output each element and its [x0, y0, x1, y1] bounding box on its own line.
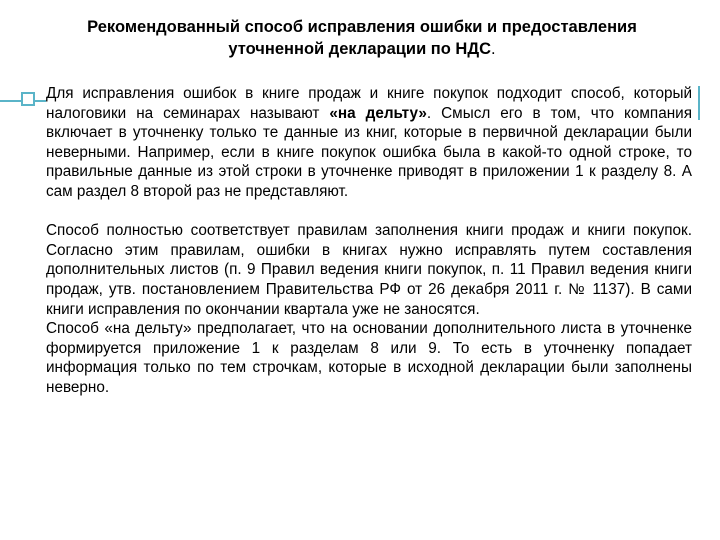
- title-line-2-text: уточненной декларации по НДС: [228, 40, 492, 58]
- paragraph-1-text-end: . Смысл его в том, что компания включает в уточненку только те данные из книг, которые в первичной декларации были неверными. Например, если в книге покупок ошибка была в какой-то одной строке, то правильные данные из этой строки в уточненке приводят в приложении 1 к разделу 8. А сам раздел 8 второй раз не представляют.: [46, 104, 692, 200]
- title-line-2: [40, 38, 684, 60]
- title-line-1: Рекомендованный способ исправления ошибки и предоставления: [87, 18, 637, 36]
- paragraph-1-bold-term: «на дельту»: [329, 104, 427, 122]
- decorative-accent-vertical-line: [698, 86, 700, 120]
- paragraph-1-text-start: Для исправления ошибок в книге продаж и книге покупок подходит способ, который налоговики на семинарах называют: [46, 85, 692, 122]
- slide-body: [46, 84, 692, 398]
- slide-title: [40, 16, 684, 60]
- paragraph-delta-details: Способ «на дельту» предполагает, что на основании дополнительного листа в уточненке формируется приложение 1 к разделам 8 или 9. То есть в уточненку попадает информация только по тем строчкам, которые в исходной декларации были заполнены неверно.: [46, 320, 692, 396]
- paragraph-delta-method: [46, 84, 692, 202]
- decorative-accent-square: [21, 92, 35, 106]
- paragraph-rules-compliance: Способ полностью соответствует правилам заполнения книги продаж и книги покупок. Согласно этим правилам, ошибки в книгах нужно исправлять путем составления дополнительных листов (п. 9 Правил ведения книги покупок, п. 11 Правил ведения книги продаж, утв. постановлением Правительства РФ от 26 декабря 2011 г. № 1137). В сами книги исправления по окончании квартала уже не заносятся.: [46, 222, 692, 318]
- title-period: .: [491, 40, 496, 58]
